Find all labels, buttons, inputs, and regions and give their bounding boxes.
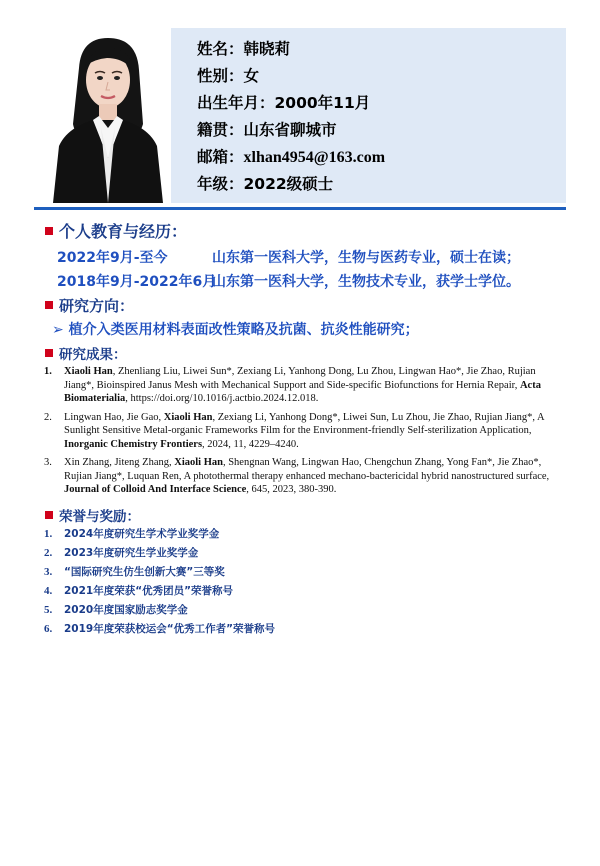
honor-item: 4. 2021年度荣获“优秀团员”荣誉称号 xyxy=(44,585,234,597)
research-direction: ➢ 植介入类医用材料表面改性策略及抗菌、抗炎性能研究； xyxy=(52,322,419,338)
honor-item: 6. 2019年度荣获校运会“优秀工作者”荣誉称号 xyxy=(44,623,276,635)
honor-item: 1. 2024年度研究生学术学业奖学金 xyxy=(44,528,220,540)
arrow-bullet-icon: ➢ xyxy=(52,322,64,338)
info-hometown: 籍贯：山东省聊城市 xyxy=(197,121,337,139)
personal-info xyxy=(197,36,385,198)
honor-item: 3. “国际研究生仿生创新大赛”三等奖 xyxy=(44,566,225,578)
section-education-title: 个人教育与经历： xyxy=(45,219,187,242)
honors-list xyxy=(44,526,275,640)
portrait-image xyxy=(45,28,171,203)
info-gender: 性别：女 xyxy=(197,67,260,85)
publication-item: 2. Lingwan Hao, Jie Gao, Xiaoli Han, Zexiang Li, Yanhong Dong*, Liwei Sun, Lu Zhou, Jie Zhao, Rujian Jiang*, A Sunlight Sensitive Metal-organic Frameworks Film for the Environment-friendly Self-sterilization Application, Inorganic Chemistry Frontiers, 2024, 11, 4229–4240. xyxy=(44,411,545,450)
education-entry xyxy=(57,247,520,267)
honor-item: 2. 2023年度研究生学业奖学金 xyxy=(44,547,199,559)
education-desc: 山东第一医科大学，生物与医药专业，硕士在读； xyxy=(212,250,520,266)
header-divider xyxy=(34,207,566,210)
info-birth: 出生年月：2000年11月 xyxy=(197,94,371,112)
education-date: 2022年9月-至今 xyxy=(57,250,168,266)
info-name: 姓名：韩晓莉 xyxy=(197,40,291,58)
info-grade: 年级：2022级硕士 xyxy=(197,175,334,193)
profile-photo xyxy=(45,28,171,203)
section-publications-title: 研究成果： xyxy=(45,343,127,363)
square-bullet-icon xyxy=(45,301,53,309)
list-number: 1. xyxy=(44,366,52,377)
list-number: 3. xyxy=(44,457,52,468)
publication-list xyxy=(44,365,564,502)
square-bullet-icon xyxy=(45,511,53,519)
honor-item: 5. 2020年度国家励志奖学金 xyxy=(44,604,188,616)
profile-header xyxy=(45,28,566,203)
info-email: 邮箱：xlhan4954@163.com xyxy=(197,148,386,166)
list-number: 2. xyxy=(44,411,52,423)
education-desc: 山东第一医科大学，生物技术专业，获学士学位。 xyxy=(212,274,520,290)
education-entry xyxy=(57,271,520,291)
publication-item: 1. Xiaoli Han, Zhenliang Liu, Liwei Sun*, Zexiang Li, Yanhong Dong, Lu Zhou, Lingwan Hao*, Jie Zhao, Rujian Jiang*, Bioinspired Janus Mesh with Mechanical Support and Side-specific Biofunctions for Hernia Repair, Acta Biomaterialia, https://doi.org/10.1016/j.actbio.2024.12.018. xyxy=(44,366,541,404)
section-honors-title: 荣誉与奖励： xyxy=(45,505,140,525)
square-bullet-icon xyxy=(45,227,53,235)
square-bullet-icon xyxy=(45,349,53,357)
section-research-title: 研究方向： xyxy=(45,295,134,316)
education-date: 2018年9月-2022年6月 xyxy=(57,274,217,290)
publication-item: 3. Xin Zhang, Jiteng Zhang, Xiaoli Han, Shengnan Wang, Lingwan Hao, Chengchun Zhang, Yong Fan*, Jie Zhao*, Rujian Jiang*, Luquan Ren, A photothermal therapy enhanced mechano-bactericidal hybrid nanostructured surface, Journal of Colloid And Interface Science, 645, 2023, 380-390. xyxy=(44,457,550,495)
